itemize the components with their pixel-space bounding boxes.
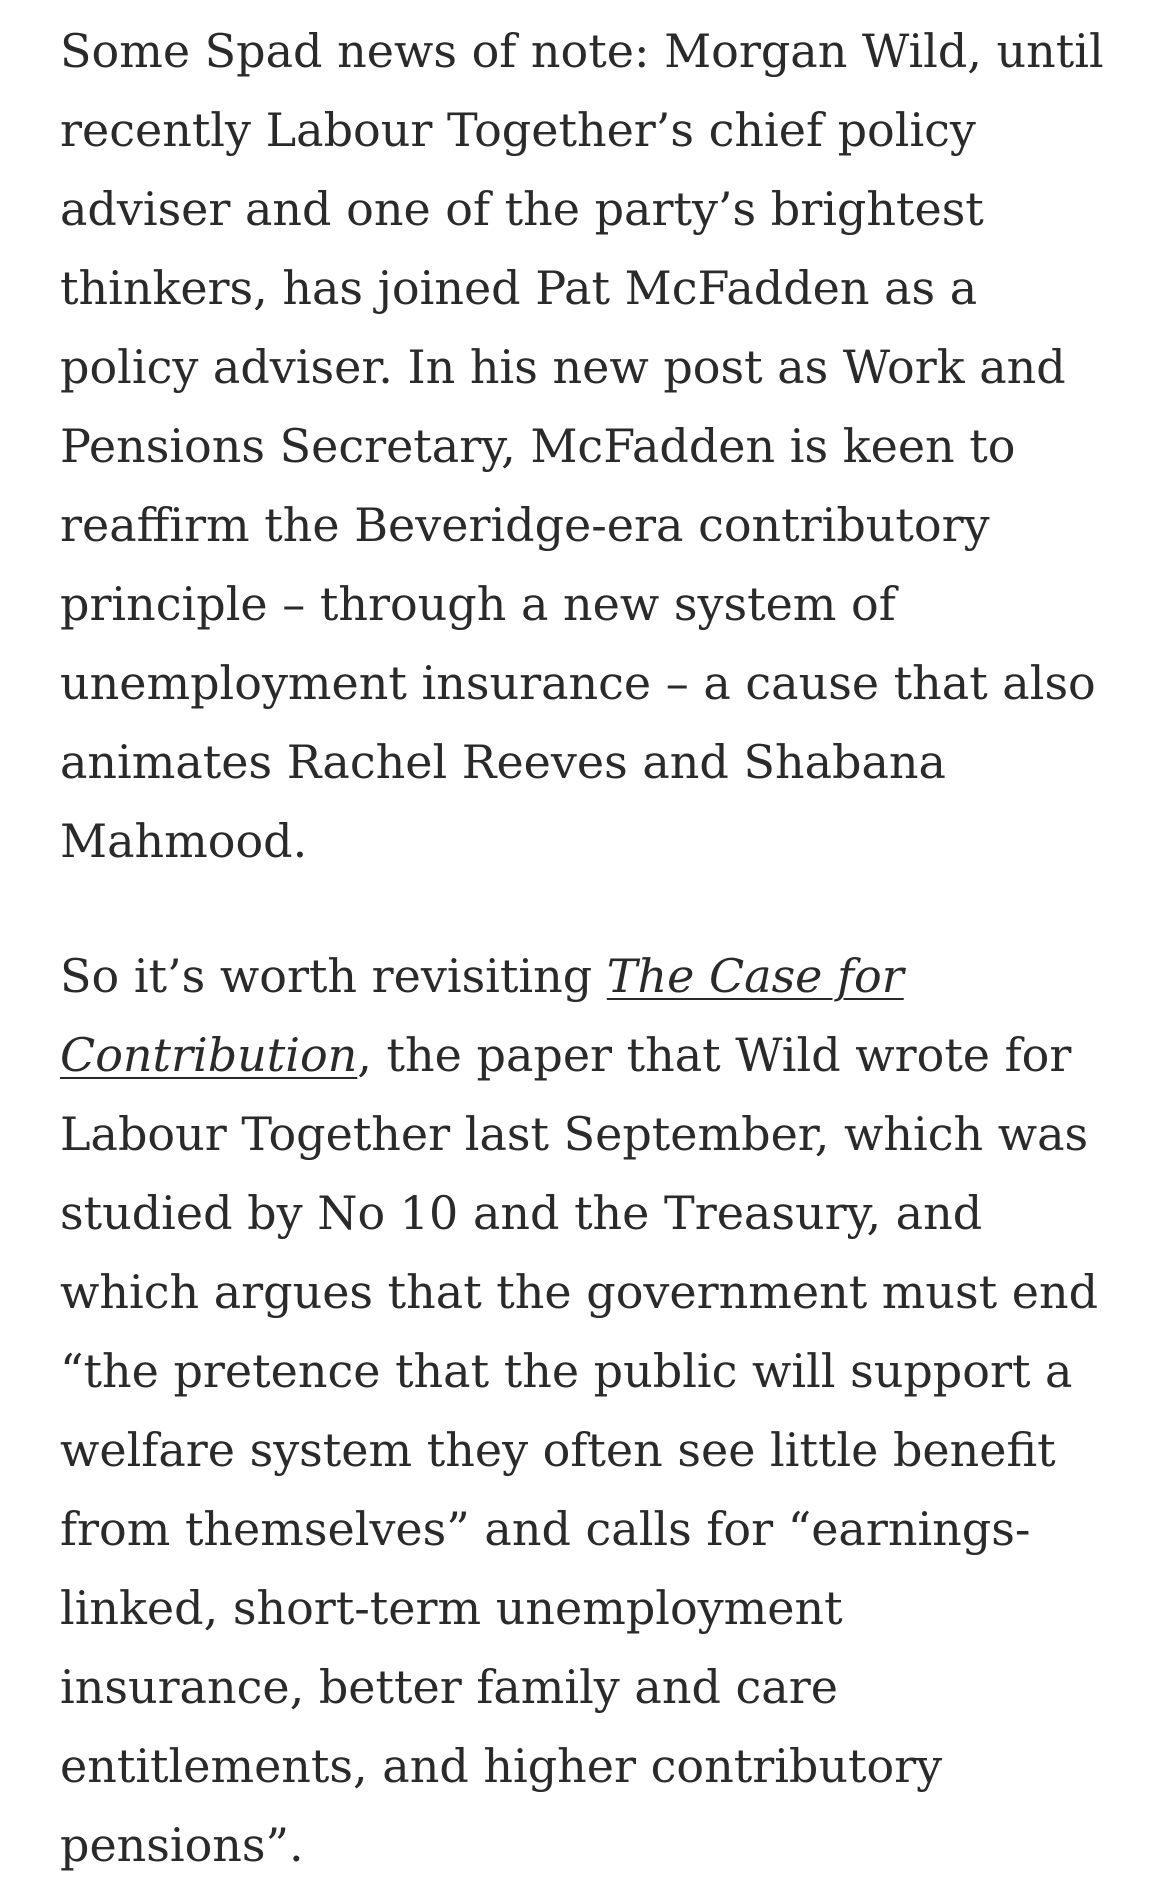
text-line: recently Labour Together’s chief policy	[60, 103, 976, 157]
text-line: insurance, better family and care	[60, 1660, 838, 1714]
text-line-suffix: , the paper that Wild wrote for	[357, 1028, 1072, 1082]
article-body	[60, 12, 1120, 1885]
text-line: Labour Together last September, which was	[60, 1107, 1089, 1161]
text-line: Pensions Secretary, McFadden is keen to	[60, 419, 1016, 473]
text-line: principle – through a new system of	[60, 577, 896, 631]
text-line	[60, 937, 1120, 1016]
text-line-prefix: So it’s worth revisiting	[60, 949, 607, 1003]
text-line: studied by No 10 and the Treasury, and	[60, 1186, 983, 1240]
text-line: Some Spad news of note: Morgan Wild, until	[60, 24, 1104, 78]
text-line: unemployment insurance – a cause that also	[60, 656, 1096, 710]
text-line: Mahmood.	[60, 814, 308, 868]
text-line: reaffirm the Beveridge-era contributory	[60, 498, 990, 552]
text-line: linked, short-term unemployment	[60, 1581, 843, 1635]
text-line: thinkers, has joined Pat McFadden as a	[60, 261, 978, 315]
text-line: “the pretence that the public will support a	[60, 1344, 1073, 1398]
text-line: animates Rachel Reeves and Shabana	[60, 735, 946, 789]
text-line: pensions”.	[60, 1818, 304, 1872]
case-for-contribution-link-part-1[interactable]: The Case for	[606, 949, 904, 1003]
paragraph-spad-news	[60, 12, 1120, 881]
text-line: welfare system they often see little benefit	[60, 1423, 1056, 1477]
text-line: from themselves” and calls for “earnings-	[60, 1502, 1031, 1556]
text-line: policy adviser. In his new post as Work and	[60, 340, 1066, 394]
text-line: entitlements, and higher contributory	[60, 1739, 943, 1793]
case-for-contribution-link-part-2[interactable]: Contribution	[60, 1028, 358, 1082]
text-line: adviser and one of the party’s brightest	[60, 182, 984, 236]
text-line: which argues that the government must end	[60, 1265, 1099, 1319]
text-line	[60, 1016, 1120, 1095]
paragraph-case-for-contribution	[60, 937, 1120, 1885]
